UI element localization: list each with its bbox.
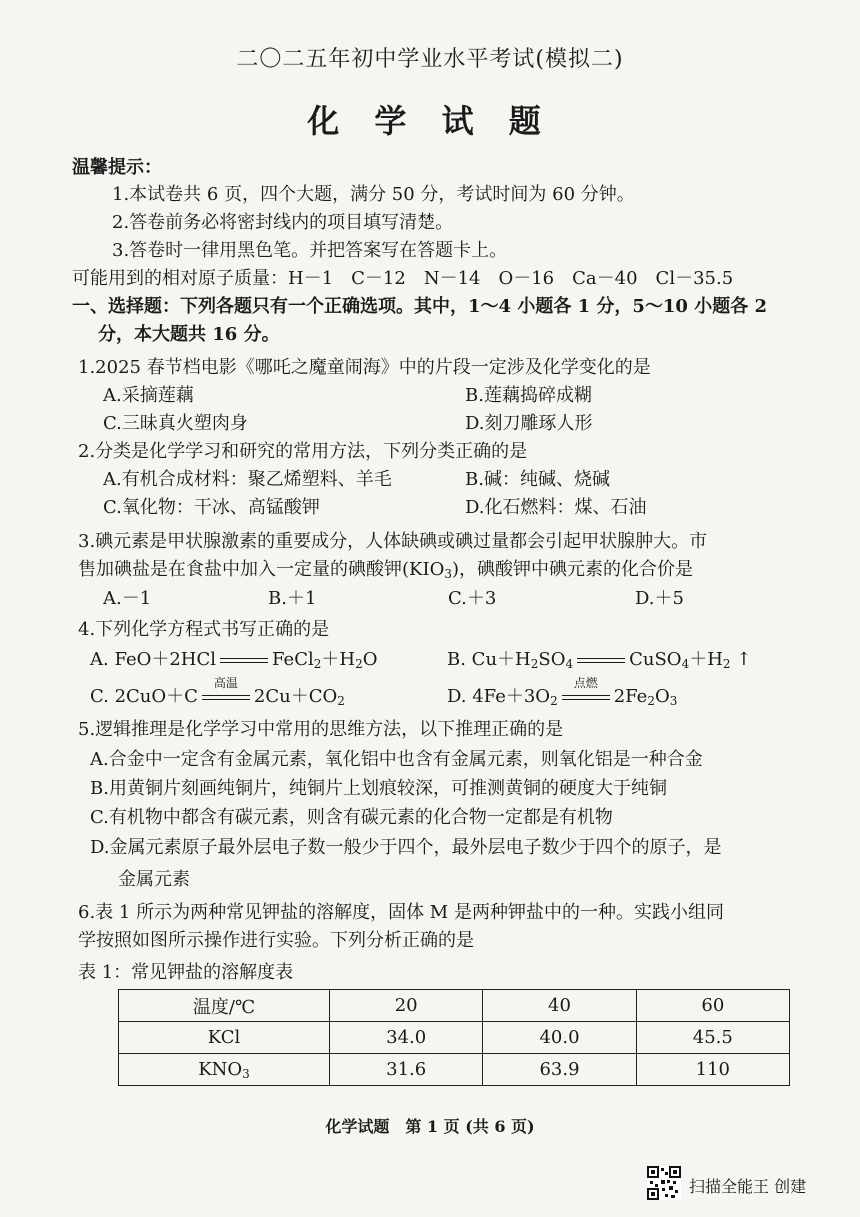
- q2-option-d: D.化石燃料：煤、石油: [465, 497, 647, 518]
- section-heading: 一、选择题：下列各题只有一个正确选项。其中，1～4 小题各 1 分，5～10 小题各 2: [72, 296, 768, 317]
- q5-option-d: D.金属元素原子最外层电子数一般少于四个，最外层电子数少于四个的原子，是: [90, 837, 722, 858]
- q3-text: 售加碘盐是在食盐中加入一定量的碘酸钾(KIO: [78, 559, 445, 580]
- table-row: [119, 1054, 790, 1086]
- question-3-stem: 3.碘元素是甲状腺激素的重要成分，人体缺碘或碘过量都会引起甲状腺肿大。市: [78, 531, 708, 552]
- table-header-cell: 温度/℃: [119, 990, 330, 1022]
- table-header-cell: 20: [330, 990, 483, 1022]
- table-cell: KCl: [119, 1022, 330, 1054]
- q5-option-a: A.合金中一定含有金属元素，氧化铝中也含有金属元素，则氧化铝是一种合金: [90, 749, 703, 770]
- q4-option-b: B. $Cu+H_2SO_4$ $CuSO_4+H_2$ ↑: [447, 649, 752, 671]
- table-cell: 40.0: [483, 1022, 636, 1054]
- question-3-stem-cont: [78, 555, 693, 581]
- question-6-stem: 6.表 1 所示为两种常见钾盐的溶解度，固体 M 是两种钾盐中的一种。实践小组同: [78, 902, 724, 923]
- q3-subscript: 3: [444, 567, 452, 581]
- q3-option-a: A.－1: [103, 588, 152, 609]
- q1-option-b: B.莲藕捣碎成糊: [465, 385, 592, 406]
- condition-ignite: 点燃: [573, 676, 598, 690]
- table-cell: 34.0: [330, 1022, 483, 1054]
- tip-item: 3.答卷时一律用黑色笔。并把答案写在答题卡上。: [112, 240, 508, 261]
- q5-option-d-cont: 金属元素: [118, 869, 190, 890]
- q4-option-a: A. FeO＋2HCl $FeCl_2+H_2O$: [90, 649, 378, 671]
- table-cell: [119, 1054, 330, 1086]
- page-footer: 化学试题 第 1 页 (共 6 页): [325, 1117, 535, 1136]
- question-6-stem-cont: 学按照如图所示操作进行实验。下列分析正确的是: [78, 930, 474, 951]
- scanner-watermark: 扫描全能王 创建: [689, 1177, 807, 1196]
- table-header-cell: 60: [636, 990, 789, 1022]
- question-1-stem: 1.2025 春节档电影《哪吒之魔童闹海》中的片段一定涉及化学变化的是: [78, 357, 651, 378]
- q3-text: )，碘酸钾中碘元素的化合价是: [451, 559, 694, 580]
- q3-option-d: D.＋5: [635, 588, 684, 609]
- kno3-subscript: 3: [242, 1067, 250, 1081]
- condition-high-temp: 高温: [213, 676, 238, 690]
- table-row: [119, 990, 790, 1022]
- question-5-stem: 5.逻辑推理是化学学习中常用的思维方法，以下推理正确的是: [78, 719, 564, 740]
- table-cell: 45.5: [636, 1022, 789, 1054]
- question-2-stem: 2.分类是化学学习和研究的常用方法，下列分类正确的是: [78, 441, 528, 462]
- table-cell: 63.9: [483, 1054, 636, 1086]
- kno3-label: KNO: [198, 1059, 243, 1080]
- q1-option-a: A.采摘莲藕: [103, 385, 194, 406]
- q2-option-b: B.碱：纯碱、烧碱: [465, 469, 610, 490]
- q4-option-c: C. 2CuO＋C 高温 $2Cu+CO_2$: [90, 676, 345, 708]
- q1-option-c: C.三昧真火塑肉身: [103, 413, 248, 434]
- tip-item: 1.本试卷共 6 页，四个大题，满分 50 分，考试时间为 60 分钟。: [112, 184, 635, 205]
- table-cell: 31.6: [330, 1054, 483, 1086]
- q4-option-d: D. $4Fe+3O_2$ 点燃 $2Fe_2O_3$: [447, 676, 678, 708]
- q2-option-a: A.有机合成材料：聚乙烯塑料、羊毛: [103, 469, 392, 490]
- table-cell: 110: [636, 1054, 789, 1086]
- question-4-stem: 4.下列化学方程式书写正确的是: [78, 619, 330, 640]
- q2-option-c: C.氧化物：干冰、高锰酸钾: [103, 497, 320, 518]
- table-caption: 表 1：常见钾盐的溶解度表: [78, 962, 294, 983]
- atomic-masses: 可能用到的相对原子质量：H－1 C－12 N－14 O－16 Ca－40 Cl－35.5: [72, 268, 734, 289]
- exam-title: 二〇二五年初中学业水平考试(模拟二): [236, 47, 624, 72]
- table-header-cell: 40: [483, 990, 636, 1022]
- section-heading-cont: 分，本大题共 16 分。: [98, 324, 280, 345]
- subject-title: 化 学 试 题: [307, 102, 553, 140]
- q3-option-b: B.＋1: [268, 588, 317, 609]
- tip-item: 2.答卷前务必将密封线内的项目填写清楚。: [112, 212, 454, 233]
- q5-option-b: B.用黄铜片刻画纯铜片，纯铜片上划痕较深，可推测黄铜的硬度大于纯铜: [90, 778, 667, 799]
- q5-option-c: C.有机物中都含有碳元素，则含有碳元素的化合物一定都是有机物: [90, 807, 613, 828]
- tips-heading: 温馨提示：: [72, 157, 162, 178]
- solubility-table: [118, 989, 790, 1086]
- table-row: [119, 1022, 790, 1054]
- qr-code-icon: [647, 1166, 681, 1200]
- q3-option-c: C.＋3: [448, 588, 497, 609]
- q1-option-d: D.刻刀雕琢人形: [465, 413, 593, 434]
